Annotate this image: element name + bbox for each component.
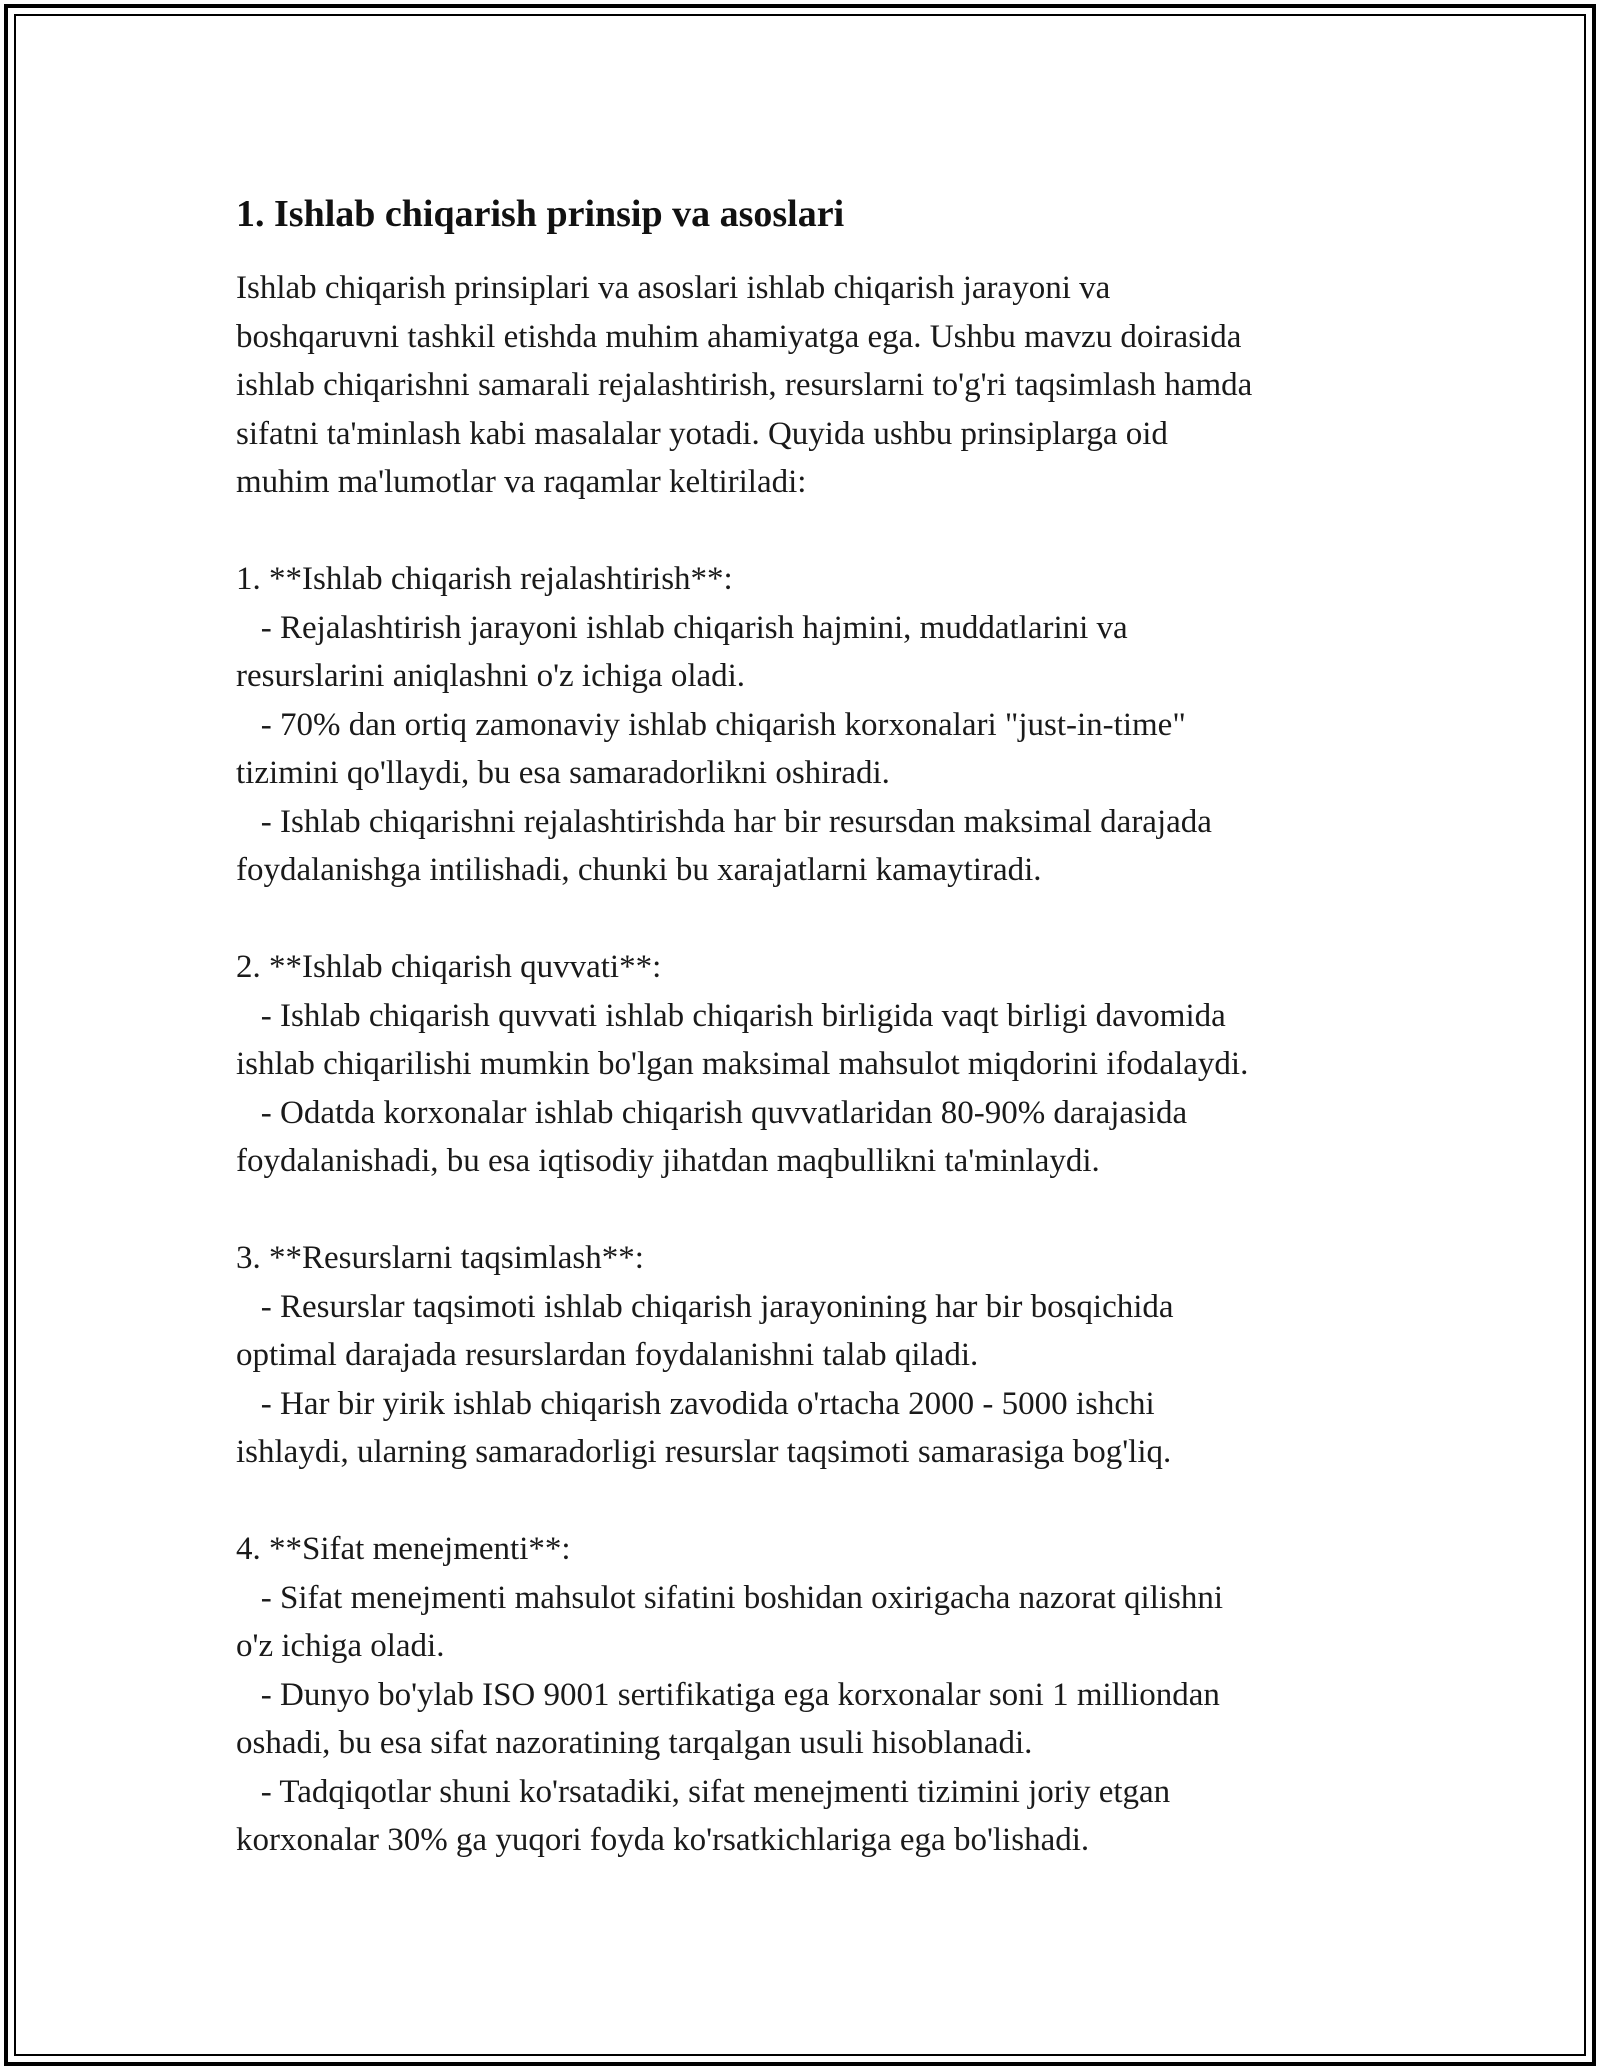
document-body: Ishlab chiqarish prinsiplari va asoslari ishlab chiqarish jarayoni va boshqaruvni tashkil etishda muhim ahamiyatga ega. Ushbu mavzu doirasida ishlab chiqarishni samarali rejalashtirish, resurslarni to'g'ri taqsimlash hamda sifatni ta'minlash kabi masalalar yotadi. Quyida ushbu prinsiplarga oid muhim ma'lumotlar va raqamlar keltiriladi: 1. **Ishlab chiqarish rejalashtirish**: - Rejalashtirish jarayoni ishlab chiqarish hajmini, muddatlarini va resurslarini aniqlashni o'z ichiga oladi. - 70% dan ortiq zamonaviy ishlab chiqarish korxonalari "just-in-time" tizimini qo'llaydi, bu esa samaradorlikni oshiradi. - Ishlab chiqarishni rejalashtirishda har bir resursdan maksimal darajada foydalanishga intilishadi, chunki bu xarajatlarni kamaytiradi. 2. **Ishlab chiqarish quvvati**: - Ishlab chiqarish quvvati ishlab chiqarish birligida vaqt birligi davomida ishlab chiqarilishi mumkin bo'lgan maksimal mahsulot miqdorini ifodalaydi. - Odatda korxonalar ishlab chiqarish quvvatlaridan 80-90% darajasida foydalanishadi, bu esa iqtisodiy jihatdan maqbullikni ta'minlaydi. 3. **Resurslarni taqsimlash**: - Resurslar taqsimoti ishlab chiqarish jarayonining har bir bosqichida optimal darajada resurslardan foydalanishni talab qiladi. - Har bir yirik ishlab chiqarish zavodida o'rtacha 2000 - 5000 ishchi ishlaydi, ularning samaradorligi resurslar taqsimoti samarasiga bog'liq. 4. **Sifat menejmenti**: - Sifat menejmenti mahsulot sifatini boshidan oxirigacha nazorat qilishni o'z ichiga oladi. - Dunyo bo'ylab ISO 9001 sertifikatiga ega korxonalar soni 1 milliondan oshadi, bu esa sifat nazoratining tarqalgan usuli hisoblanadi. - Tadqiqotlar shuni ko'rsatadiki, sifat menejmenti tizimini joriy etgan korxonalar 30% ga yuqori foyda ko'rsatkichlariga ega bo'lishadi. <box>236 270 1253 1858</box>
document-title: 1. Ishlab chiqarish prinsip va asoslari <box>236 193 845 235</box>
document-content <box>236 190 1386 1865</box>
